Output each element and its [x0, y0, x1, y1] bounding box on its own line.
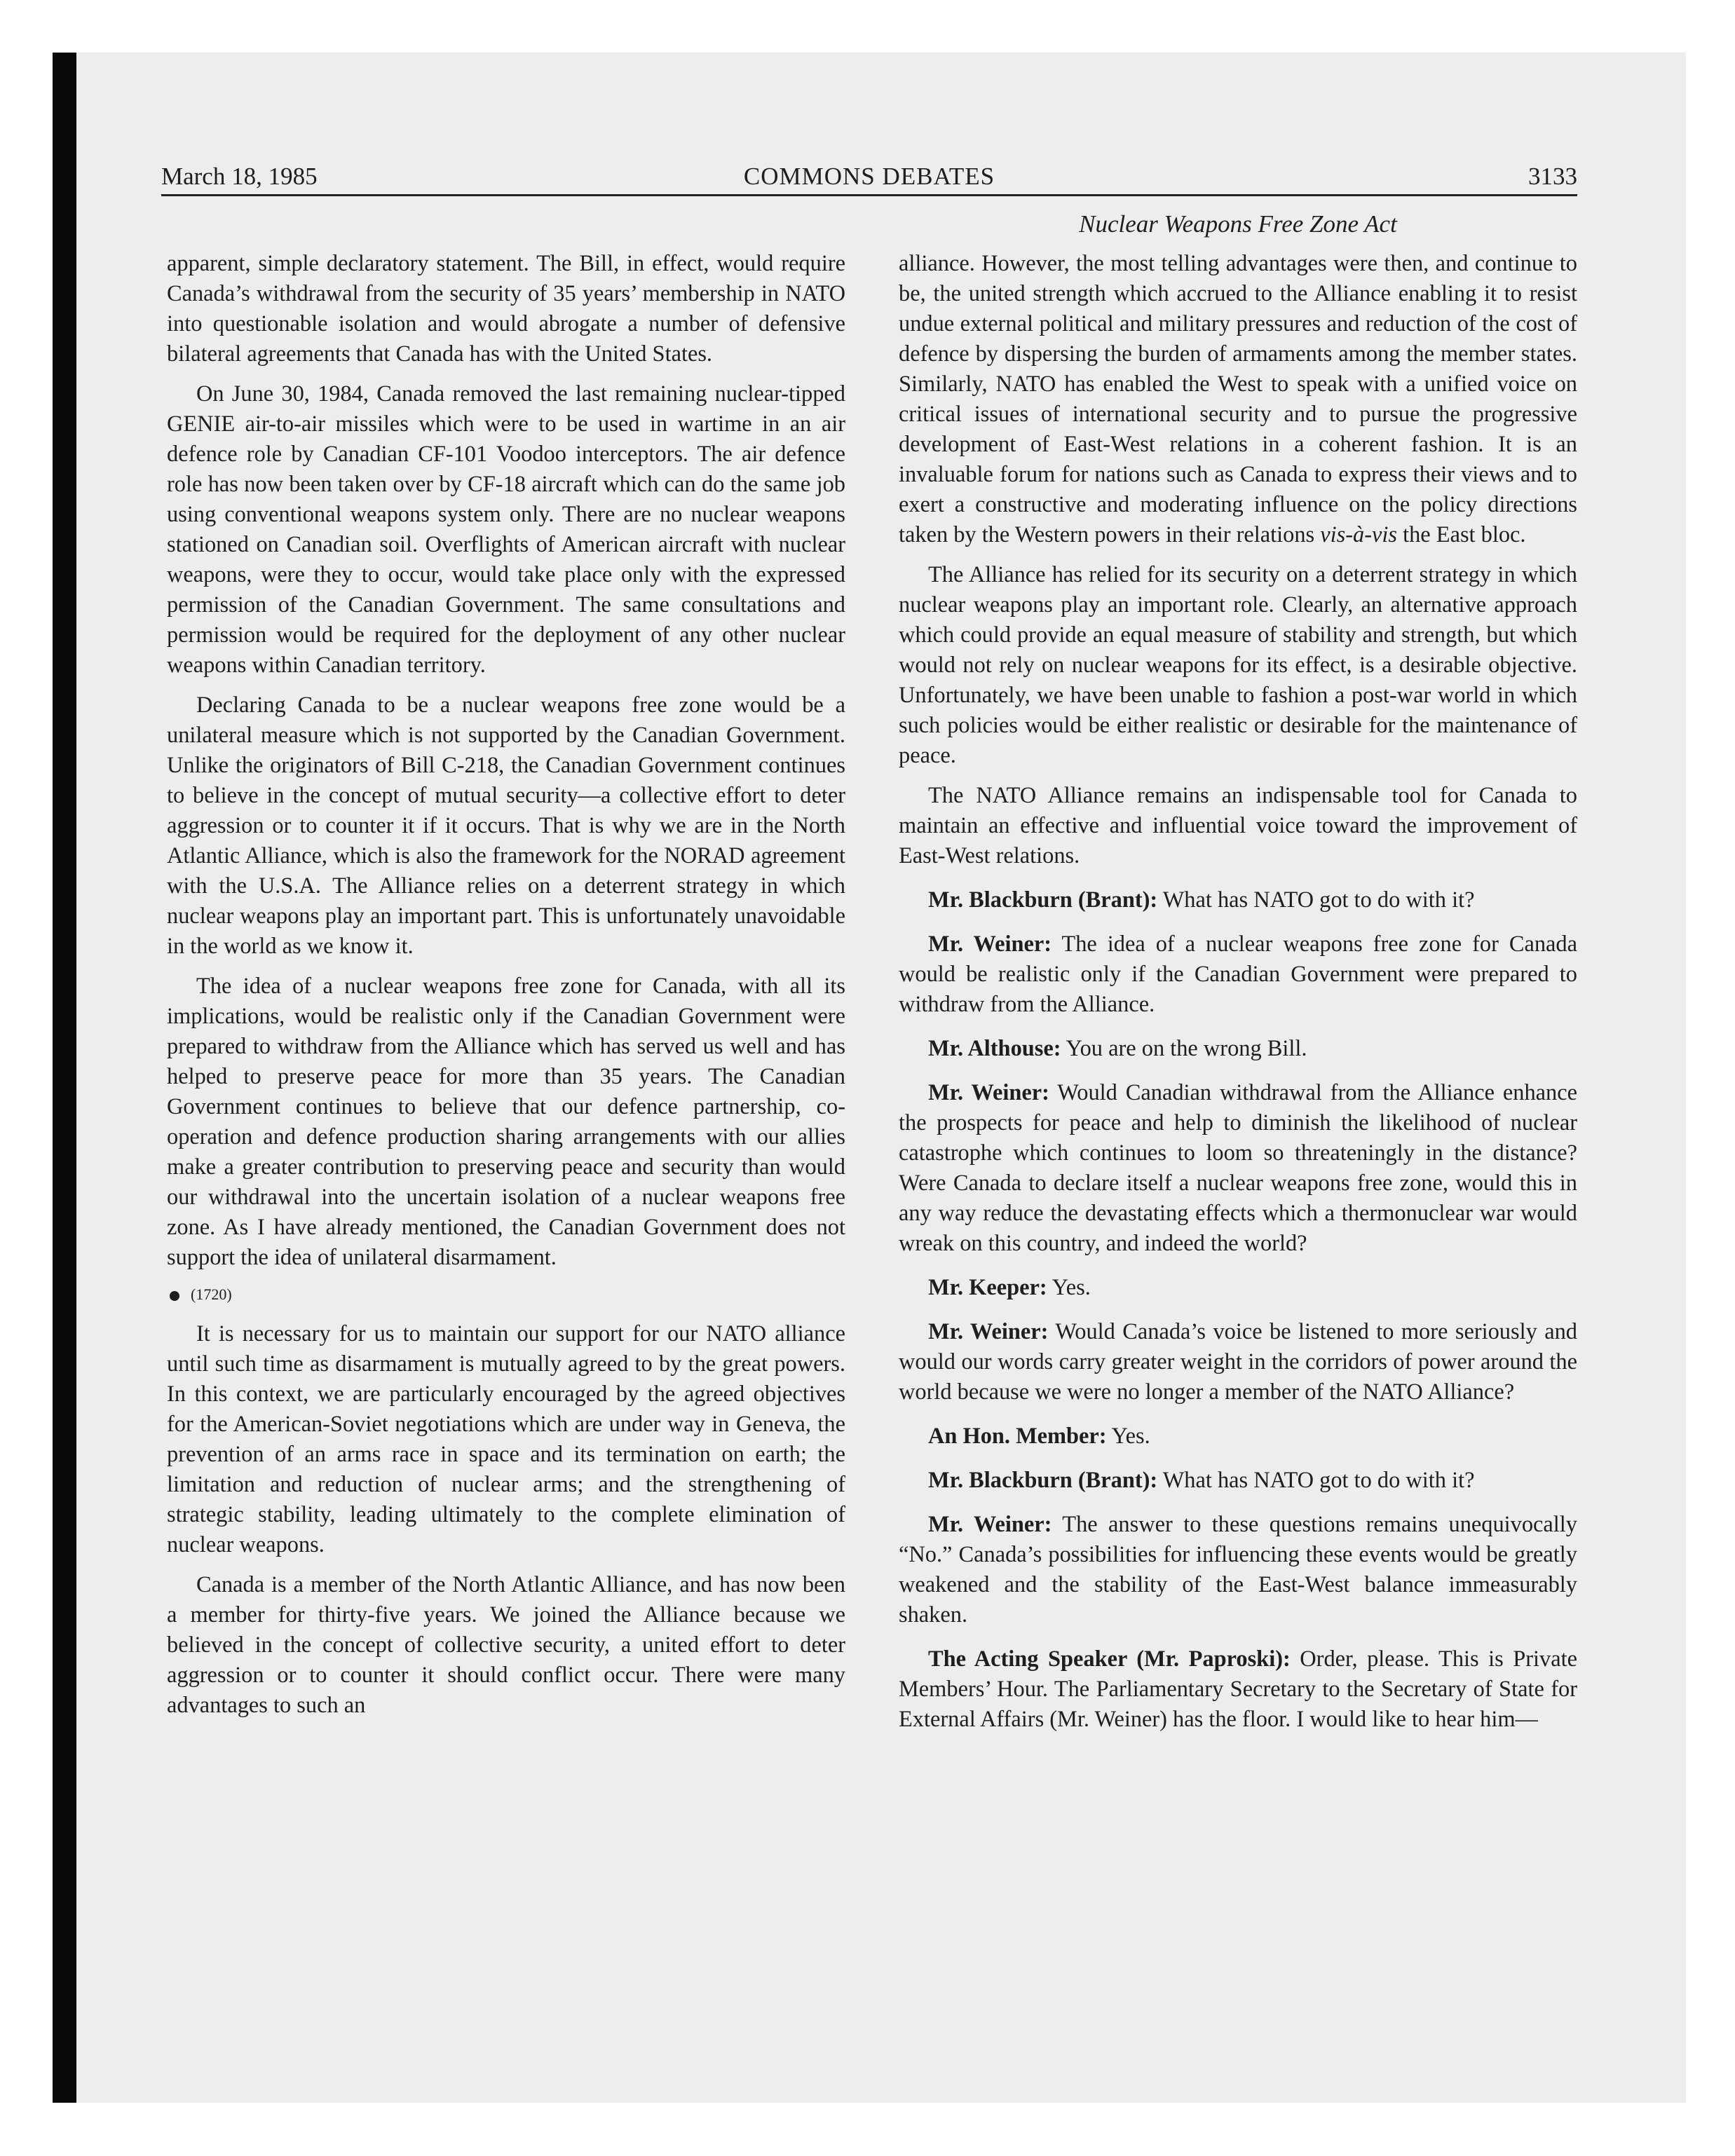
speaker-name: Mr. Weiner:: [928, 1319, 1049, 1344]
header-rule: [161, 194, 1577, 196]
speaker-name: Mr. Weiner:: [928, 932, 1052, 957]
paragraph: The NATO Alliance remains an indispensable tool for Canada to maintain an effective and influential voice toward the improvement of East-West relations.: [899, 783, 1577, 868]
header-date: March 18, 1985: [161, 163, 318, 190]
speech-text: Order, please. This is Private Members’ Hour. The Parliamentary Secretary to the Secretary of State for External Affairs (Mr. Weiner) has the floor. I would like to hear him—: [899, 1646, 1577, 1732]
section-title: Nuclear Weapons Free Zone Act: [1079, 210, 1397, 238]
speech-text: Yes.: [1111, 1424, 1150, 1449]
speech: [899, 1317, 1577, 1407]
paragraph: The Alliance has relied for its security on a deterrent strategy in which nuclear weapons play an important role. Clearly, an alternative approach which could provide an equal measure of stability and strength, but which would not rely on nuclear weapons for its effect, is a desirable objective. Unfortunately, we have been unable to fashion a post-war world in which such policies would be either realistic or desirable for the maintenance of peace.: [899, 562, 1577, 768]
speaker-name: An Hon. Member:: [928, 1424, 1107, 1449]
left-column: [167, 249, 845, 1731]
paragraph: Canada is a member of the North Atlantic Alliance, and has now been a member for thirty-five years. We joined the Alliance because we believed in the concept of collective security, a united effort to deter aggression or to counter it should conflict occur. There were many advantages to such an: [167, 1572, 845, 1718]
speech-text: The idea of a nuclear weapons free zone for Canada would be realistic only if the Canadian Government were prepared to withdraw from the Alliance.: [899, 932, 1577, 1017]
speech: [899, 1034, 1577, 1064]
header-page-number: 3133: [1528, 163, 1577, 190]
speech: [899, 929, 1577, 1020]
speech: [899, 1078, 1577, 1259]
speech-text: You are on the wrong Bill.: [1066, 1036, 1307, 1061]
speech: [899, 1510, 1577, 1630]
header-journal-title: COMMONS DEBATES: [743, 163, 995, 190]
speech-text: What has NATO got to do with it?: [1162, 1468, 1475, 1493]
speaker-name: Mr. Keeper:: [928, 1275, 1047, 1300]
speaker-name: The Acting Speaker (Mr. Paproski):: [928, 1646, 1291, 1672]
speech: [899, 1421, 1577, 1452]
right-column: [899, 249, 1577, 1749]
paragraph: [899, 249, 1577, 550]
speaker-name: Mr. Weiner:: [928, 1512, 1052, 1537]
scan-edge-shadow: [53, 53, 76, 2103]
speech: [899, 1273, 1577, 1303]
speech: [899, 1644, 1577, 1735]
speech: [899, 885, 1577, 915]
paragraph: Declaring Canada to be a nuclear weapons free zone would be a unilateral measure which is not supported by the Canadian Government. Unlike the originators of Bill C-218, the Canadian Government continues to believe in the concept of mutual security—a collective effort to deter aggression or to counter it if it occurs. That is why we are in the North Atlantic Alliance, which is also the framework for the NORAD agreement with the U.S.A. The Alliance relies on a deterrent strategy in which nuclear weapons play an important part. This is unfortunately unavoidable in the world as we know it.: [167, 692, 845, 959]
paragraph: apparent, simple declaratory statement. The Bill, in effect, would require Canada’s withdrawal from the security of 35 years’ membership in NATO into questionable isolation and would abrogate a number of defensive bilateral agreements that Canada has with the United States.: [167, 251, 845, 367]
paragraph-text: alliance. However, the most telling advantages were then, and continue to be, the united strength which accrued to the Alliance enabling it to resist undue external political and military pressures and reduction of the cost of defence by dispersing the burden of armaments among the member states. Similarly, NATO has enabled the West to speak with a unified voice on critical issues of international security and to pursue the progressive development of East-West relations in a coherent fashion. It is an invaluable forum for nations such as Canada to express their views and to exert a constructive and moderating influence on the policy directions taken by the Western powers in their relations: [899, 251, 1577, 547]
time-marker-label: (1720): [191, 1285, 232, 1303]
speech-text: Yes.: [1052, 1275, 1091, 1300]
paragraph: It is necessary for us to maintain our support for our NATO alliance until such time as disarmament is mutually agreed to by the great powers. In this context, we are particularly encouraged by the agreed objectives for the American-Soviet negotiations which are under way in Geneva, the prevention of an arms race in space and its termination on earth; the limitation and reduction of nuclear arms; and the strengthening of strategic stability, leading ultimately to the complete elimination of nuclear weapons.: [167, 1321, 845, 1557]
speech: [899, 1466, 1577, 1496]
speech-text: The answer to these questions remains unequivocally “No.” Canada’s possibilities for influencing these events would be greatly weakened and the stability of the East-West balance immeasurably shaken.: [899, 1512, 1577, 1628]
speech-text: What has NATO got to do with it?: [1162, 887, 1475, 913]
time-marker: [170, 1284, 845, 1305]
paragraph-text-end: the East bloc.: [1403, 522, 1526, 547]
running-header: [161, 160, 1577, 193]
speaker-name: Mr. Blackburn (Brant):: [928, 1468, 1158, 1493]
speaker-name: Mr. Blackburn (Brant):: [928, 887, 1158, 913]
italic-term: vis-à-vis: [1320, 522, 1397, 547]
paragraph: The idea of a nuclear weapons free zone for Canada, with all its implications, would be realistic only if the Canadian Government were prepared to withdraw from the Alliance which has served us well and has helped to preserve peace for more than 35 years. The Canadian Government continues to believe that our defence partnership, co-operation and defence production sharing arrangements with our allies make a greater contribution to preserving peace and security than would our withdrawal into the uncertain isolation of a nuclear weapons free zone. As I have already mentioned, the Canadian Government does not support the idea of unilateral disarmament.: [167, 974, 845, 1270]
speech-text: Would Canada’s voice be listened to more seriously and would our words carry greater weight in the corridors of power around the world because we were no longer a member of the NATO Alliance?: [899, 1319, 1577, 1405]
speaker-name: Mr. Althouse:: [928, 1036, 1061, 1061]
paragraph: On June 30, 1984, Canada removed the last remaining nuclear-tipped GENIE air-to-air missiles which were to be used in wartime in an air defence role by Canadian CF-101 Voodoo interceptors. The air defence role has now been taken over by CF-18 aircraft which can do the same job using conventional weapons system only. There are no nuclear weapons stationed on Canadian soil. Overflights of American aircraft with nuclear weapons, were they to occur, would take place only with the expressed permission of the Canadian Government. The same consultations and permission would be required for the deployment of any other nuclear weapons within Canadian territory.: [167, 381, 845, 678]
bullet-icon: [170, 1291, 179, 1301]
speech-text: Would Canadian withdrawal from the Alliance enhance the prospects for peace and help to diminish the likelihood of nuclear catastrophe which continues to loom so threateningly in the distance? Were Canada to declare itself a nuclear weapons free zone, would this in any way reduce the devastating effects which a thermonuclear war would wreak on this country, and indeed the world?: [899, 1080, 1577, 1256]
speaker-name: Mr. Weiner:: [928, 1080, 1049, 1105]
